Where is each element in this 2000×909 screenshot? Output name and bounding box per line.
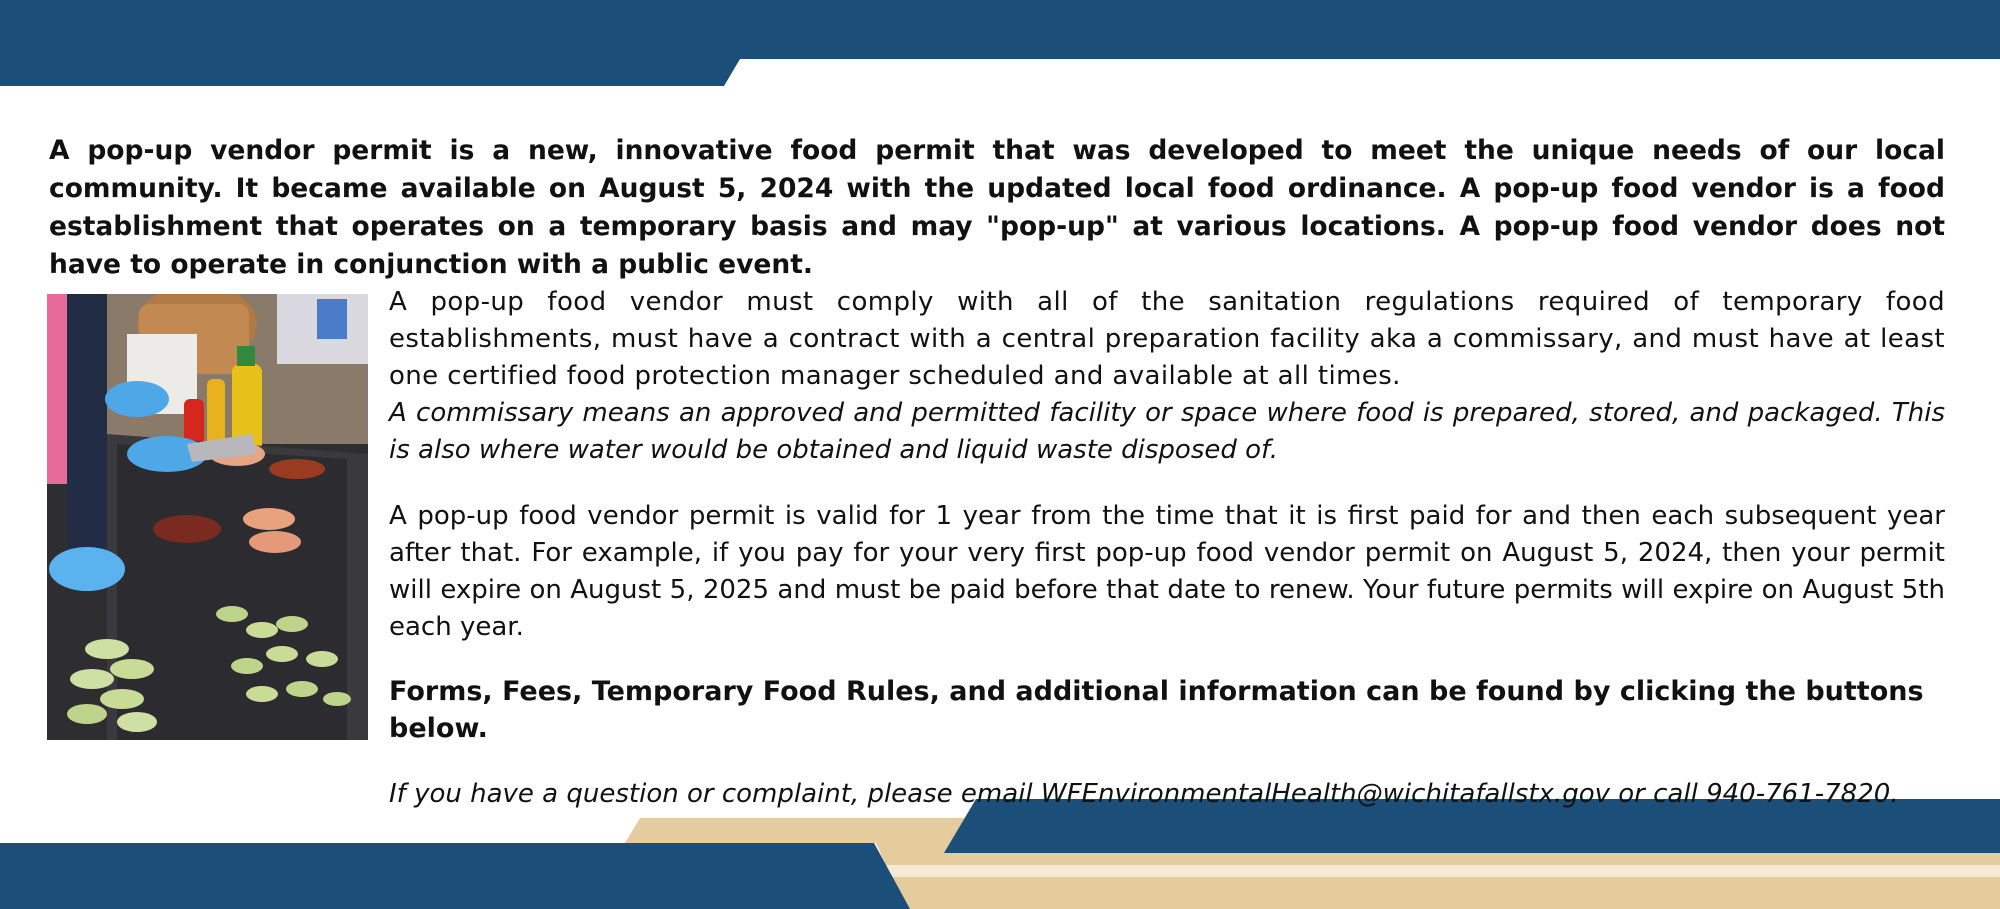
commissary-definition: A commissary means an approved and permitted facility or space where food is prepared, stored, and packaged. This is also where water would be obtained and liquid waste disposed of. [389,398,1945,465]
contact-paragraph: If you have a question or complaint, please email WFEnvironmentalHealth@wichitafallstx.gov or call 940-761-7820. [389,779,1899,809]
bottom-cream-stripe [884,865,2000,877]
main-content [389,284,1945,813]
bottom-left-banner [0,843,910,909]
food-vendor-photo [47,294,368,740]
permit-validity-paragraph: A pop-up food vendor permit is valid for 1 year from the time that it is first paid for and then each subsequent year after that. For example, if you pay for your very first pop-up food vendor permit on August 5, 2024, then your permit will expire on August 5, 2025 and must be paid before that date to renew. Your future permits will expire on August 5th each year. [389,501,1945,642]
forms-notice: Forms, Fees, Temporary Food Rules, and additional information can be found by clicking the buttons below. [389,676,1924,744]
sanitation-paragraph: A pop-up food vendor must comply with all of the sanitation regulations required of temporary food establishments, must have a contract with a central preparation facility aka a commissary, and must have at least one certified food protection manager scheduled and available at all times. [389,287,1945,391]
intro-paragraph: A pop-up vendor permit is a new, innovative food permit that was developed to meet the unique needs of our local community. It became available on August 5, 2024 with the updated local food ordinance. A pop-up food vendor is a food establishment that operates on a temporary basis and may "pop-up" at various locations. A pop-up food vendor does not have to operate in conjunction with a public event. [49,135,1945,280]
top-banner [0,0,2000,86]
